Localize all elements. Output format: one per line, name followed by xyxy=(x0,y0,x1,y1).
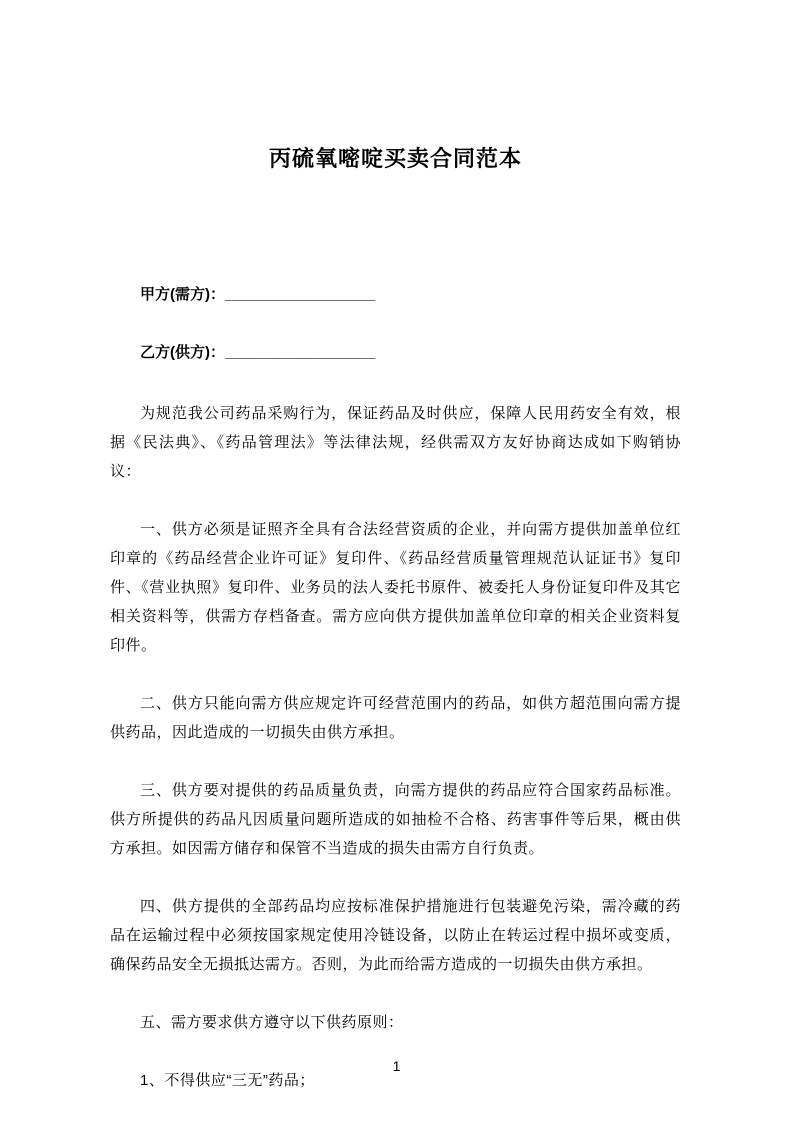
party-b-line xyxy=(110,341,681,365)
paragraph-clause-3: 三、供方要对提供的药品质量负责，向需方提供的药品应符合国家药品标准。供方所提供的药品凡因质量问题所造成的如抽检不合格、药害事件等后果，概由供方承担。如因需方储存和保管不当造成的损失由需方自行负责。 xyxy=(110,782,681,857)
party-b-blank-field: __________________ xyxy=(225,344,376,361)
paragraph-clause-2: 二、供方只能向需方供应规定许可经营范围内的药品，如供方超范围向需方提供药品，因此造成的一切损失由供方承担。 xyxy=(110,695,681,741)
party-a-line xyxy=(110,283,681,307)
party-a-blank-field: __________________ xyxy=(225,286,376,303)
paragraph-clause-1: 一、供方必须是证照齐全具有合法经营资质的企业，并向需方提供加盖单位红印章的《药品经营企业许可证》复印件、《药品经营质量管理规范认证证书》复印件、《营业执照》复印件、业务员的法人委托书原件、被委托人身份证复印件及其它相关资料等，供需方存档备查。需方应向供方提供加盖单位印章的相关企业资料复印件。 xyxy=(110,521,681,654)
party-a-label: 甲方(需方)： xyxy=(140,286,225,303)
party-b-label: 乙方(供方)： xyxy=(140,344,225,361)
document-title: 丙硫氧嘧啶买卖合同范本 xyxy=(268,146,522,171)
paragraph-clause-5: 五、需方要求供方遵守以下供药原则： xyxy=(140,1014,404,1031)
paragraph-clause-5-item-1: 1、不得供应“三无”药品； xyxy=(140,1072,315,1089)
paragraph-preamble: 为规范我公司药品采购行为，保证药品及时供应，保障人民用药安全有效，根据《民法典》、《药品管理法》等法律法规，经供需双方友好协商达成如下购销协议： xyxy=(110,405,681,480)
paragraph-clause-4: 四、供方提供的全部药品均应按标准保护措施进行包装避免污染，需冷藏的药品在运输过程中必须按国家规定使用冷链设备，以防止在转运过程中损坏或变质，确保药品安全无损抵达需方。否则，为此而给需方造成的一切损失由供方承担。 xyxy=(110,898,681,973)
page-number: 1 xyxy=(392,1058,401,1074)
